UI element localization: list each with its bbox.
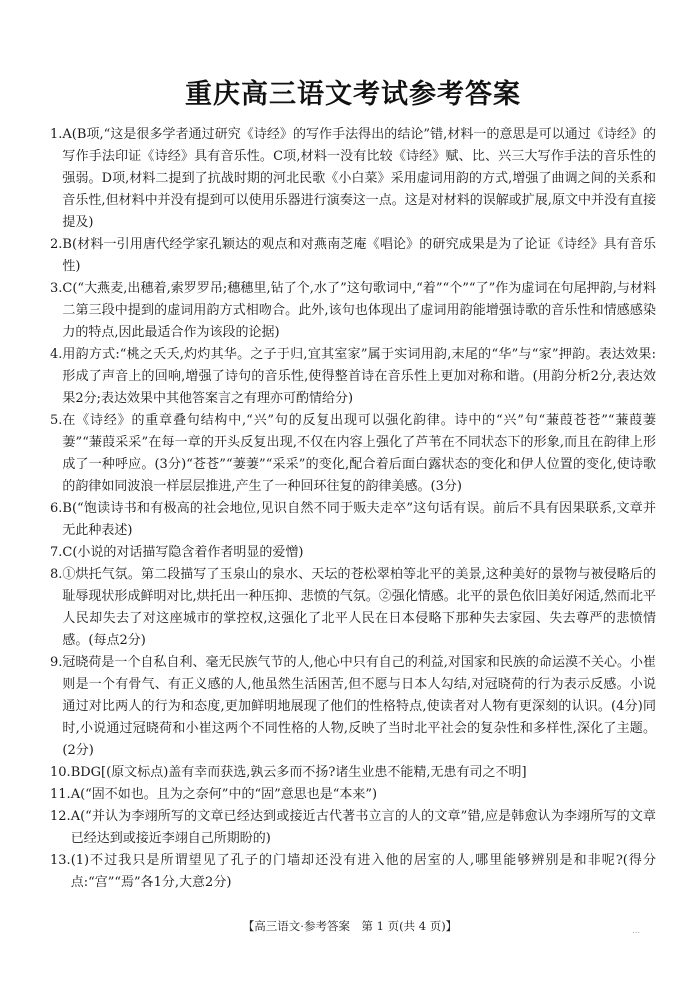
answer-text: 用韵方式:“桃之夭夭,灼灼其华。之子于归,宜其室家”属于实词用韵,末尾的“华”与“家”押韵。表达效果:形成了声音上的回响,增强了诗句的音乐性,使得整首诗在音乐性上更加对称和谐。(用韵分析2分,表达效果2分;表达效果中其他答案言之有理亦可酌情给分) [62, 347, 656, 406]
answer-item [50, 564, 656, 652]
answer-number: 3. [50, 281, 63, 296]
page-mark: ... [632, 926, 640, 935]
page-title: 重庆高三语文考试参考答案 [185, 79, 521, 110]
answer-number: 2. [50, 237, 63, 252]
answer-text: 冠晓荷是一个自私自利、毫无民族气节的人,他心中只有自己的利益,对国家和民族的命运漠不关心。小崔则是一个有骨气、有正义感的人,他虽然生活困苦,但不愿与日本人勾结,对冠晓荷的行为表示反感。小说通过对比两人的行为和态度,更加鲜明地展现了他们的性格特点,使读者对人物有更深刻的认识。(4分)同时,小说通过冠晓荷和小崔这两个不同性格的人物,反映了当时北平社会的复杂性和多样性,深化了主题。(2分) [62, 655, 656, 758]
answer-number: 9. [50, 655, 63, 670]
answer-item [50, 410, 656, 498]
answer-text: C(“大燕麦,出穗着,索罗罗吊;穗穗里,钻了个,水了”这句歌词中,“着”“个”“了”作为虚词在句尾押韵,与材料二第三段中提到的虚词用韵方式相吻合。此外,该句也体现出了虚词用韵能增强诗歌的音乐性和情感感染力的特点,因此最适合作为该段的论据) [62, 281, 656, 340]
answer-number: 6. [50, 501, 63, 516]
answer-item [50, 784, 656, 806]
answer-item [50, 498, 656, 542]
answer-item [50, 124, 656, 234]
answer-item [50, 762, 656, 784]
page-footer: 【高三语文·参考答案 第 1 页(共 4 页)】 [242, 919, 458, 933]
answer-item [50, 652, 656, 762]
answer-item [50, 344, 656, 410]
answer-text: B(“饱读诗书和有极高的社会地位,见识自然不同于贩夫走卒”这句话有误。前后不具有因果联系,文章并无此种表述) [62, 501, 656, 538]
answer-number: 5. [50, 413, 63, 428]
answer-number: 12. [50, 809, 71, 824]
answer-item [50, 234, 656, 278]
answer-text: C(小说的对话描写隐含着作者明显的爱憎) [62, 545, 304, 560]
answer-number: 10. [50, 765, 71, 780]
answer-number: 13. [50, 853, 71, 868]
answer-text: ①烘托气氛。第二段描写了玉泉山的泉水、天坛的苍松翠柏等北平的美景,这种美好的景物与被侵略后的耻辱现状形成鲜明对比,烘托出一种压抑、悲愤的气氛。②强化情感。北平的景色依旧美好闲适,然而北平人民却失去了对这座城市的掌控权,这强化了北平人民在日本侵略下那种失去家园、失去尊严的悲愤情感。(每点2分) [62, 567, 656, 648]
answer-item [50, 806, 656, 850]
answer-text: B(材料一引用唐代经学家孔颖达的观点和对燕南芝庵《唱论》的研究成果是为了论证《诗经》具有音乐性) [62, 237, 656, 274]
answer-number: 8. [50, 567, 63, 582]
answer-number: 1. [50, 127, 63, 142]
answer-text: A(“并认为李翊所写的文章已经达到或接近古代著书立言的人的文章”错,应是韩愈认为李翊所写的文章已经达到或接近李翊自己所期盼的) [70, 809, 656, 846]
answer-text: A(B项,“这是很多学者通过研究《诗经》的写作手法得出的结论”错,材料一的意思是可以通过《诗经》的写作手法印证《诗经》具有音乐性。C项,材料一没有比较《诗经》赋、比、兴三大写作手法的音乐性的强弱。D项,材料二提到了抗战时期的河北民歌《小白菜》采用虚词用韵的方式,增强了曲调之间的关系和音乐性,但材料中并没有提到可以使用乐器进行演奏这一点。这是对材料的误解或扩展,原文中并没有直接提及) [62, 127, 656, 230]
answer-list [50, 124, 656, 894]
answer-item [50, 850, 656, 894]
answer-item [50, 542, 656, 564]
answer-text: 在《诗经》的重章叠句结构中,“兴”句的反复出现可以强化韵律。诗中的“兴”句“蒹葭苍苍”“蒹葭萋萋”“蒹葭采采”在每一章的开头反复出现,不仅在内容上强化了芦苇在不同状态下的形象,而且在韵律上形成了一种呼应。(3分)“苍苍”“萋萋”“采采”的变化,配合着后面白露状态的变化和伊人位置的变化,使诗歌的韵律如同波浪一样层层推进,产生了一种回环往复的韵律美感。(3分) [62, 413, 656, 494]
answer-item [50, 278, 656, 344]
answer-text: A(“固不如也。且为之奈何”中的“固”意思也是“本来”) [70, 787, 378, 802]
answer-text: (1)不过我只是所谓望见了孔子的门墙却还没有进入他的居室的人,哪里能够辨别是和非呢?(得分点:“宫”“焉”各1分,大意2分) [70, 853, 656, 890]
answer-number: 4. [50, 347, 63, 362]
answer-number: 7. [50, 545, 63, 560]
answer-text: BDG[(原文标点)盖有幸而获选,孰云多而不扬?诸生业患不能精,无患有司之不明] [70, 765, 527, 780]
answer-number: 11. [50, 787, 71, 802]
